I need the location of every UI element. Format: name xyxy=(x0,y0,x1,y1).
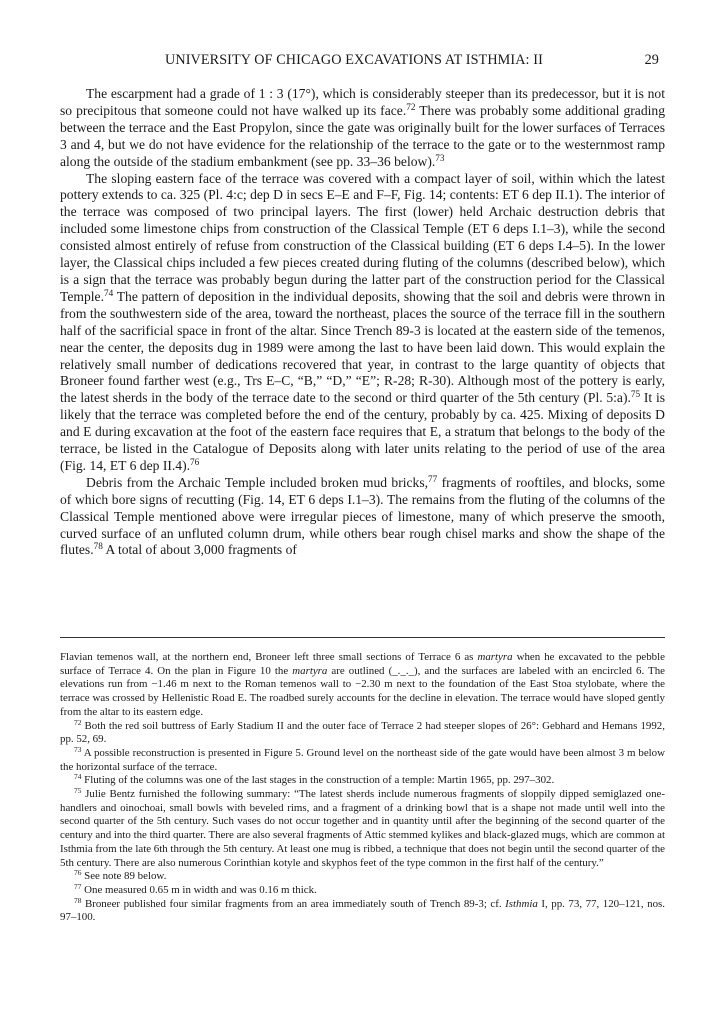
running-title: UNIVERSITY OF CHICAGO EXCAVATIONS AT ISTHMIA: II xyxy=(165,52,543,68)
footnote-ref-76[interactable]: 76 xyxy=(190,456,200,467)
paragraph-1: The escarpment had a grade of 1 : 3 (17°), which is considerably steeper than its predecessor, but it is not so precipitous that someone could not have walked up its face.$^{72}$ There was probably some additional grading between the terrace and the East Propylon, since the gate was originally built for the lower surfaces of Terraces 3 and 4, but we do not have evidence for the relationship of the terrace to the gate or to the westernmost ramp along the outside of the stadium embankment (see pp. 33–36 below).$^{73}$ xyxy=(60,86,665,169)
page-number: 29 xyxy=(644,52,659,68)
footnote-74: $^{74}$ Fluting of the columns was one of the last stages in the construction of a temple: Martin 1965, pp. 297–302. xyxy=(74,772,555,787)
paragraph-3: Debris from the Archaic Temple included broken mud bricks,$^{77}$ fragments of rooftiles, and blocks, some of which bore signs of recutting (Fig. 14, ET 6 deps I.1–3). The remains from the fluting of the columns of the Classical Temple mentioned above were irregular pieces of limestone, many of which preserve the smooth, curved surface of an unfluted column drum, while others bear rough chisel marks and show the shape of the flutes.$^{78}$ A total of about 3,000 fragments of xyxy=(60,473,665,558)
footnote-72: $^{72}$ Both the red soil buttress of Early Stadium II and the outer face of Terrace 2 had steeper slopes of 26°: Gebhard and Hemans 1992, pp. 52, 69. xyxy=(60,717,665,746)
footnote-78: $^{78}$ Broneer published four similar fragments from an area immediately south of Trench 89-3; cf. Isthmia I, pp. 73, 77, 120–121, nos. 97–100. xyxy=(60,895,666,924)
footnote-77: $^{77}$ One measured 0.65 m in width and was 0.16 m thick. xyxy=(74,881,317,896)
footnote-ref-78[interactable]: 78 xyxy=(93,541,103,552)
footnote-76: $^{76}$ See note 89 below. xyxy=(74,868,167,883)
footnote-75: $^{75}$ Julie Bentz furnished the following summary: “The latest sherds include numerous fragments of sloppily dipped semiglazed one-handlers and oinochoai, small bowls with beveled rims, and a fragment of a drinking bowl that is a shape not made until well into the second quarter of the 5th century. Such vases do not occur together and in quantity until after the beginning of the second quarter of the century and into the third quarter. There are also several fragments of Attic stemmed kylikes and black-glazed mugs, which are common at Isthmia from the late 6th through the 5th century. At least one mug is ribbed, a technique that does not begin until the second quarter of the 5th century. There are also numerous Corinthian kotyle and skyphos feet of the type common in the first half of the century.” xyxy=(60,785,665,869)
main-text xyxy=(60,86,665,559)
footnote-divider xyxy=(60,637,665,638)
footnote-continuation: Flavian temenos wall, at the northern end, Broneer left three small sections of Terrace 6 as martyra when he excavated to the pebble surface of Terrace 4. On the plan in Figure 10 the martyra are outlined (_._._), and the surfaces are labeled with an encircled 6. The elevations run from −1.46 m next to the Roman temenos wall to −2.30 m next to the foundation of the East Stoa stylobate, where the terrace was crossed by Hellenistic Road E. The roadbed surely accounts for the decline in elevation. The terrace would have sloped gently from the altar to its eastern edge. xyxy=(60,651,665,718)
footnote-ref-77[interactable]: 77 xyxy=(428,473,438,484)
footnote-ref-74[interactable]: 74 xyxy=(103,287,114,298)
paragraph-2: The sloping eastern face of the terrace was covered with a compact layer of soil, within which the latest pottery extends to ca. 325 (Pl. 4:c; dep D in secs E–E and F–F, Fig. 14; contents: ET 6 dep II.1). The interior of the terrace was composed of two principal layers. The first (lower) held Archaic destruction debris that included some limestone chips from construction of the Classical Temple (ET 6 deps I.1–3), while the second consisted almost entirely of refuse from construction of the Classical building (ET 6 deps I.4–5). In the lower layer, the Classical chips included a few pieces created during fluting of the columns (described below), which is a sign that the terrace was probably begun during the latter part of the construction period for the Classical Temple.$^{74}$ The pattern of deposition in the individual deposits, showing that the soil and debris were thrown in from the southwestern side of the area, toward the northeast, places the source of the terrace fill in the southern half of the sacrificial space in front of the altar. Since Trench 89-3 is located at the eastern side of the temenos, near the center, the deposits dug in 1989 were among the last to have been laid down. This would explain the relatively small number of dedications recovered that year, in contrast to the large quantity of objects that Broneer found farther west (e.g., Trs E–C, “B,” “D,” “E”; R-28; R-30). Although most of the pottery is early, the latest sherds in the body of the terrace date to the second or third quarter of the 5th century (Pl. 5:a).$^{75}$ It is likely that the terrace was completed before the end of the century, probably by ca. 425. Mixing of deposits D and E during excavation at the foot of the eastern face requires that E, a stratum that belongs to the body of the terrace, be listed in the Catalogue of Deposits along with later units relating to the period of use of the area (Fig. 14, ET 6 dep II.4).$^{76}$ xyxy=(60,170,666,473)
footnote-ref-72[interactable]: 72 xyxy=(406,101,416,112)
footnotes xyxy=(60,651,665,925)
footnote-ref-73[interactable]: 73 xyxy=(435,152,445,163)
footnote-73: $^{73}$ A possible reconstruction is presented in Figure 5. Ground level on the northeast side of the gate would have been almost 3 m below the horizontal surface of the terrace. xyxy=(60,744,665,773)
footnote-ref-75[interactable]: 75 xyxy=(630,389,641,400)
